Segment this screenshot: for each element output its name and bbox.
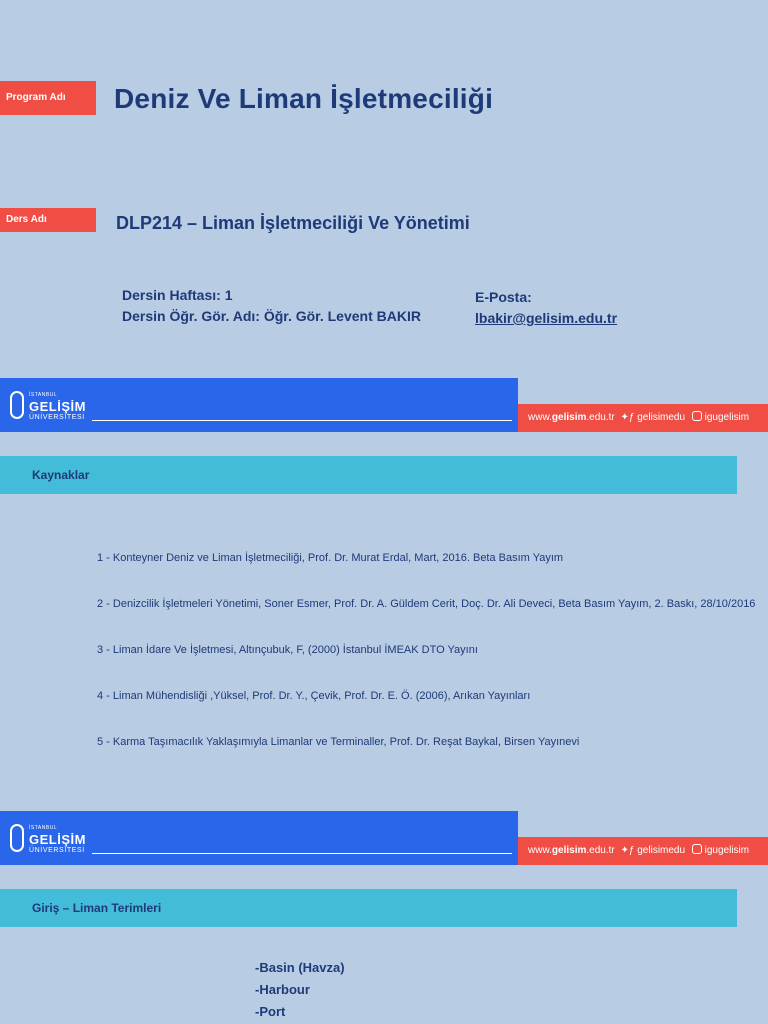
course-tag: Ders Adı xyxy=(0,208,96,232)
course-instructor: Dersin Öğr. Gör. Adı: Öğr. Gör. Levent BAKIR xyxy=(122,308,421,324)
twitter-facebook-icon[interactable]: ✦ƒ xyxy=(620,845,635,856)
footer-red-bar xyxy=(518,837,768,865)
terms-list xyxy=(255,957,345,1023)
logo-text: İSTANBUL GELİŞİM ÜNİVERSİTESİ xyxy=(29,825,86,854)
source-item: 2 - Denizcilik İşletmeleri Yönetimi, Soner Esmer, Prof. Dr. A. Güldem Cerit, Doç. Dr. Ali Deveci, Beta Basım Yayım, 2. Baskı, 28/10/2016 xyxy=(97,598,756,610)
footer-divider xyxy=(92,853,512,854)
social-handle: gelisimedu xyxy=(637,412,686,423)
footer-blue-bar xyxy=(0,811,518,865)
source-item: 4 - Liman Mühendisliği ,Yüksel, Prof. Dr. Y., Çevik, Prof. Dr. E. Ö. (2006), Arıkan Yayınları xyxy=(97,690,531,702)
source-item: 1 - Konteyner Deniz ve Liman İşletmeciliği, Prof. Dr. Murat Erdal, Mart, 2016. Beta Basım Yayım xyxy=(97,552,564,564)
program-title: Deniz Ve Liman İşletmeciliği xyxy=(114,83,494,114)
course-meta xyxy=(122,285,421,327)
email-label: E-Posta: xyxy=(475,289,532,305)
logo-emblem-icon xyxy=(10,824,24,852)
footer-blue-bar xyxy=(0,378,518,432)
instagram-icon[interactable] xyxy=(692,844,702,854)
source-item: 3 - Liman İdare Ve İşletmesi, Altınçubuk, F, (2000) İstanbul İMEAK DTO Yayını xyxy=(97,644,478,656)
program-tag: Program Adı xyxy=(0,81,96,115)
contact-block xyxy=(475,287,617,329)
footer-divider xyxy=(92,420,512,421)
instagram-handle: igugelisim xyxy=(704,845,750,856)
course-week: Dersin Haftası: 1 xyxy=(122,287,233,303)
logo-text: İSTANBUL GELİŞİM ÜNİVERSİTESİ xyxy=(29,392,86,421)
instagram-handle: igugelisim xyxy=(704,412,750,423)
section-header-sources: Kaynaklar xyxy=(0,456,737,494)
footer-red-bar xyxy=(518,404,768,432)
website-link[interactable]: www.gelisim.edu.tr xyxy=(528,845,615,856)
term-item: -Basin (Havza) xyxy=(255,960,345,975)
email-link[interactable]: lbakir@gelisim.edu.tr xyxy=(475,310,618,326)
twitter-facebook-icon[interactable]: ✦ƒ xyxy=(620,412,635,423)
section-header-intro: Giriş – Liman Terimleri xyxy=(0,889,737,927)
instagram-icon[interactable] xyxy=(692,411,702,421)
website-link[interactable]: www.gelisim.edu.tr xyxy=(528,412,615,423)
social-handle: gelisimedu xyxy=(637,845,686,856)
term-item: -Harbour xyxy=(255,982,310,997)
term-item: -Port xyxy=(255,1004,286,1019)
source-item: 5 - Karma Taşımacılık Yaklaşımıyla Limanlar ve Terminaller, Prof. Dr. Reşat Baykal, Birsen Yayınevi xyxy=(97,736,580,748)
logo-emblem-icon xyxy=(10,391,24,419)
course-title: DLP214 – Liman İşletmeciliği Ve Yönetimi xyxy=(116,213,470,233)
